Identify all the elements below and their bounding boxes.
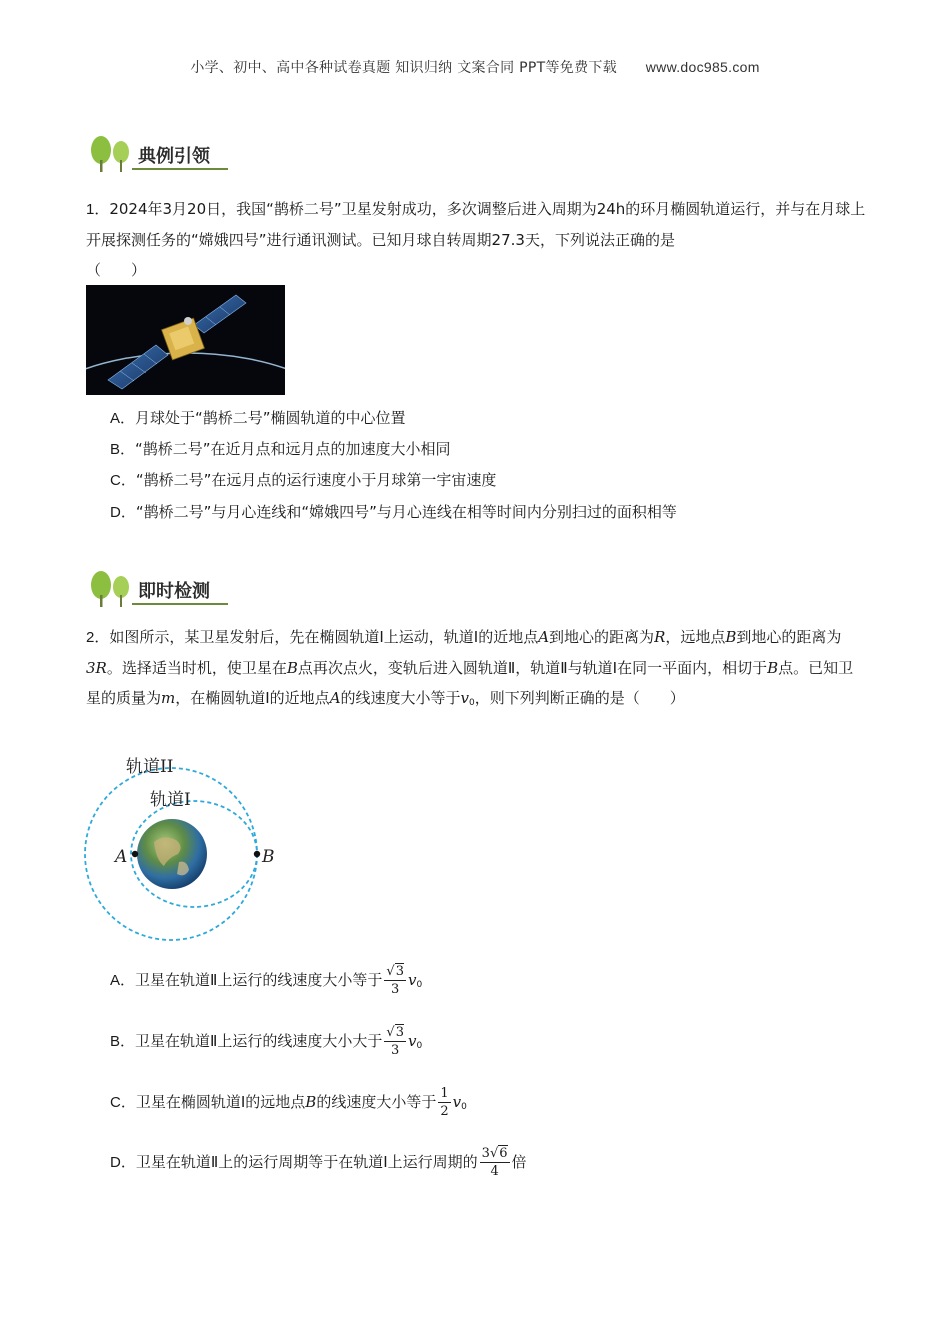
q1-option-d[interactable]: D．“鹊桥二号”与月心连线和“嫦娥四号”与月心连线在相等时间内分别扫过的面积相等 [110, 503, 677, 521]
satellite-photo [86, 285, 285, 395]
question-text: 2024年3月20日，我国“鹊桥二号”卫星发射成功，多次调整后进入周期为24h的环月椭圆轨道运行，并与在月球上开展探测任务的“嫦娥四号”进行通讯测试。已知月球自转周期27.3天，下列说法正确的是 [86, 200, 866, 249]
answer-blank: （ ） [86, 261, 147, 279]
page-header [0, 57, 950, 77]
section-underline [132, 603, 228, 605]
q2-option-a[interactable]: A．卫星在轨道Ⅱ上运行的线速度大小等于 $\frac{√3}{3}$ $v_0$ [110, 964, 423, 997]
question-2: 2．如图所示，某卫星发射后，先在椭圆轨道Ⅰ上运动，轨道Ⅰ的近地点A到地心的距离为R，远地点B到地心的距离为3R。选择适当时机，使卫星在B点再次点火，变轨后进入圆轨道Ⅱ，轨道Ⅱ与轨道Ⅰ在同一平面内，相切于B点。已知卫星的质量为m，在椭圆轨道Ⅰ的近地点A的线速度大小等于$v_0$，则下列判断正确的是（ ） [86, 628, 854, 708]
header-text: 小学、初中、高中各种试卷真题 知识归纳 文案合同 PPT等免费下载 [190, 60, 617, 76]
orbit-1-label: 轨道I [150, 790, 191, 810]
section-title: 典例引领 [138, 146, 210, 167]
point-a-label: A [115, 847, 128, 867]
section-title: 即时检测 [138, 581, 210, 602]
q2-option-c[interactable]: C．卫星在椭圆轨道Ⅰ的远地点B的线速度大小等于 $\frac{1}{2}$ $v_0$ [110, 1086, 467, 1119]
q1-option-a[interactable]: A．月球处于“鹊桥二号”椭圆轨道的中心位置 [110, 409, 406, 427]
q2-option-d[interactable]: D．卫星在轨道Ⅱ上的运行周期等于在轨道Ⅰ上运行周期的 $\frac{3√6}{4}$ 倍 [110, 1146, 527, 1179]
section-underline [132, 168, 228, 170]
orbit-diagram [84, 742, 284, 942]
fraction: $\frac{1}{2}$ [440, 1086, 449, 1119]
q1-option-c[interactable]: C．“鹊桥二号”在远月点的运行速度小于月球第一宇宙速度 [110, 471, 497, 489]
q2-option-b[interactable]: B．卫星在轨道Ⅱ上运行的线速度大小大于 $\frac{√3}{3}$ $v_0$ [110, 1025, 423, 1058]
orbit-2-label: 轨道II [126, 757, 174, 777]
fraction: $\frac{√3}{3}$ [386, 964, 404, 997]
tree-icon [88, 134, 134, 174]
point-b-label: B [262, 847, 275, 867]
tree-icon [88, 569, 134, 609]
section-badge-check [88, 569, 238, 609]
fraction: $\frac{√3}{3}$ [386, 1025, 404, 1058]
section-badge-examples [88, 134, 238, 174]
fraction: $\frac{3√6}{4}$ [481, 1146, 508, 1179]
header-site[interactable]: www.doc985.com [645, 59, 760, 75]
question-1 [86, 194, 866, 285]
q1-option-b[interactable]: B．“鹊桥二号”在近月点和远月点的加速度大小相同 [110, 440, 451, 458]
question-number: 1． [86, 201, 110, 218]
